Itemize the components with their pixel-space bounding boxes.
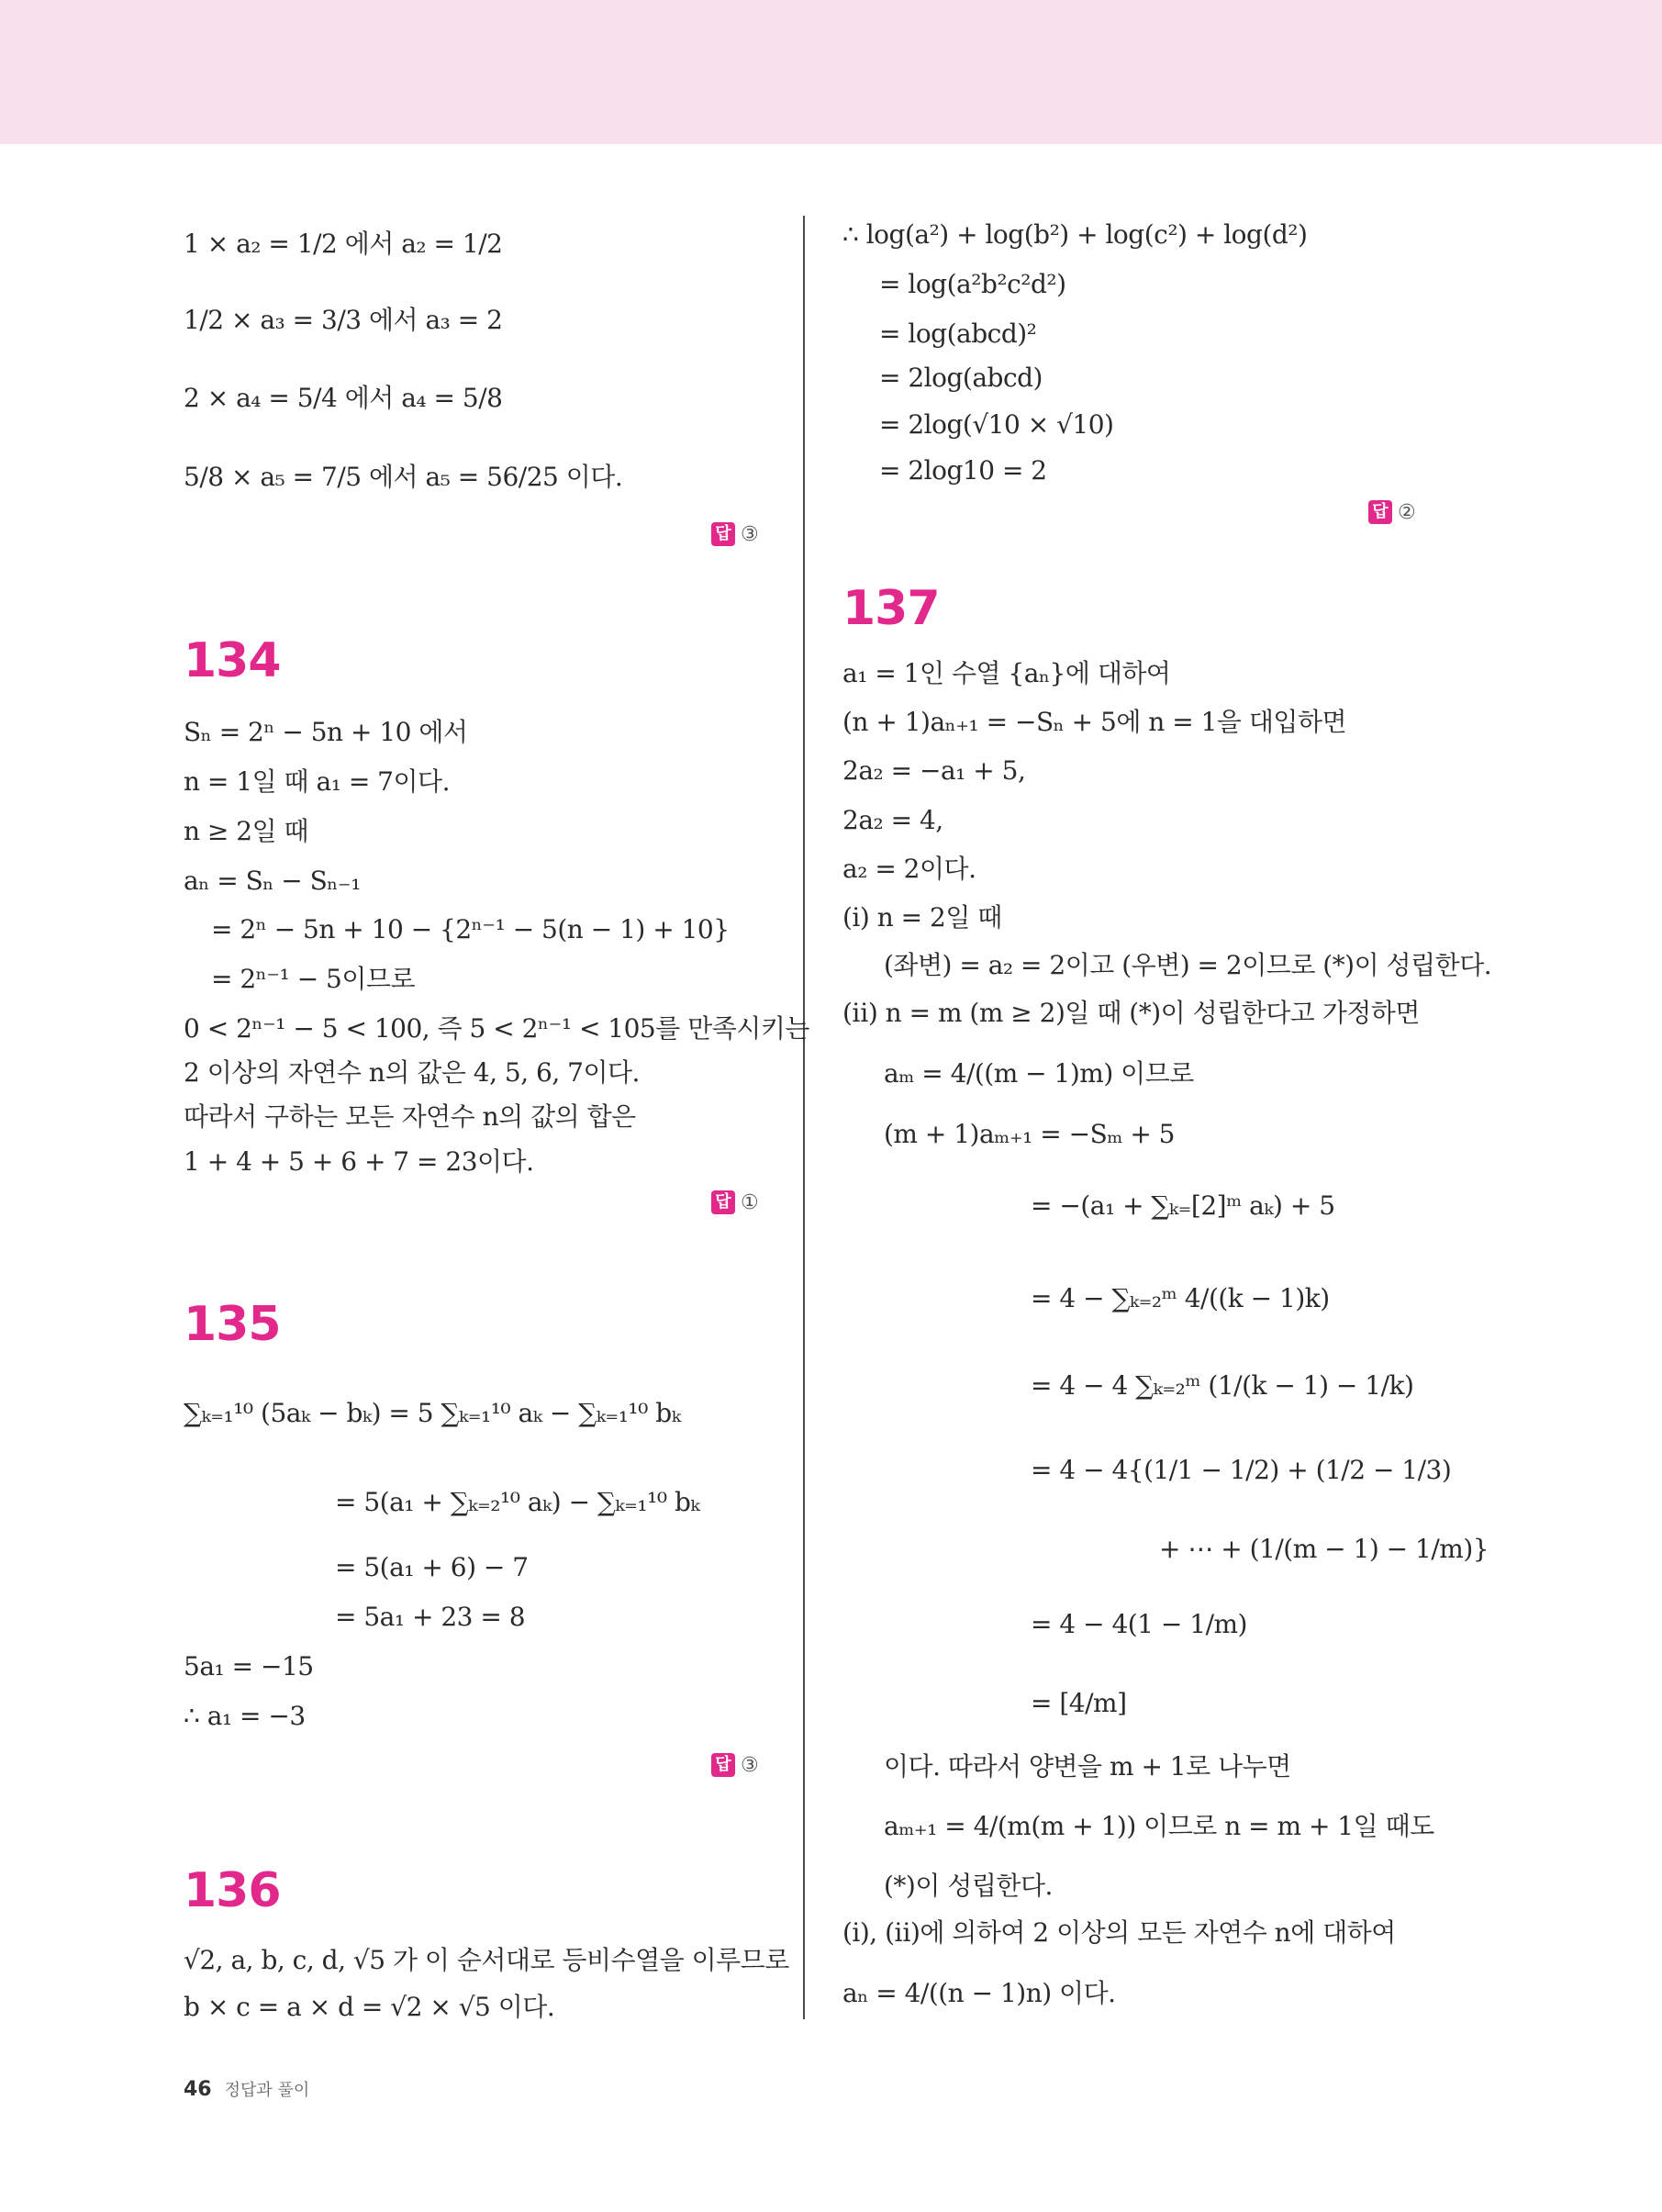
answer-badge-icon: 답 — [711, 1753, 735, 1777]
solution-line: 1 + 4 + 5 + 6 + 7 = 23이다. — [184, 1146, 534, 1177]
solution-line: = 5(a₁ + 6) − 7 — [335, 1552, 529, 1582]
solution-line: = 4 − 4{(1/1 − 1/2) + (1/2 − 1/3) — [1031, 1455, 1452, 1485]
solution-line: b × c = a × d = √2 × √5 이다. — [184, 1992, 555, 2022]
answer-mark: 답 ② — [1368, 500, 1416, 524]
problem-number: 134 — [184, 633, 281, 688]
answer-mark: 답 ③ — [711, 522, 759, 546]
solution-line: 1 × a₂ = 1/2 에서 a₂ = 1/2 — [184, 229, 503, 259]
footer-label: 정답과 풀이 — [224, 2081, 310, 2100]
solution-line: = 2ⁿ⁻¹ − 5이므로 — [211, 964, 416, 994]
solution-line: √2, a, b, c, d, √5 가 이 순서대로 등비수열을 이루므로 — [184, 1945, 789, 1975]
solution-line: aₘ = 4/((m − 1)m) 이므로 — [884, 1058, 1194, 1089]
solution-line: 2 이상의 자연수 n의 값은 4, 5, 6, 7이다. — [184, 1057, 640, 1088]
solution-line: = log(abcd)² — [879, 318, 1037, 349]
problem-number: 135 — [184, 1297, 281, 1352]
solution-line: ∴ log(a²) + log(b²) + log(c²) + log(d²) — [842, 219, 1308, 250]
solution-line: = 4 − 4(1 − 1/m) — [1031, 1609, 1247, 1639]
solution-line: n ≥ 2일 때 — [184, 816, 309, 846]
header-band — [0, 0, 1662, 144]
problem-number: 136 — [184, 1863, 281, 1918]
answer-badge-icon: 답 — [711, 1190, 735, 1214]
solution-line: a₂ = 2이다. — [842, 854, 976, 884]
solution-line: 이다. 따라서 양변을 m + 1로 나누면 — [884, 1751, 1291, 1782]
solution-line: (n + 1)aₙ₊₁ = −Sₙ + 5에 n = 1을 대입하면 — [842, 707, 1347, 737]
solution-line: aₙ = Sₙ − Sₙ₋₁ — [184, 866, 361, 896]
solution-line: 5/8 × a₅ = 7/5 에서 a₅ = 56/25 이다. — [184, 462, 623, 492]
solution-line: a₁ = 1인 수열 {aₙ}에 대하여 — [842, 658, 1171, 688]
solution-line: ∴ a₁ = −3 — [184, 1701, 306, 1731]
solution-line: aₙ = 4/((n − 1)n) 이다. — [842, 1978, 1116, 2008]
page-footer — [184, 2077, 309, 2101]
problem-number: 137 — [842, 581, 940, 636]
column-divider — [803, 216, 805, 2019]
solution-line: = 4 − 4 ∑ₖ₌₂ᵐ (1/(k − 1) − 1/k) — [1031, 1370, 1414, 1401]
solution-line: = 5a₁ + 23 = 8 — [335, 1602, 526, 1632]
solution-line: (ⅱ) n = m (m ≥ 2)일 때 (*)이 성립한다고 가정하면 — [842, 998, 1420, 1028]
solution-line: (m + 1)aₘ₊₁ = −Sₘ + 5 — [884, 1119, 1175, 1149]
solution-line: 1/2 × a₃ = 3/3 에서 a₃ = 2 — [184, 305, 503, 335]
solution-line: 2 × a₄ = 5/4 에서 a₄ = 5/8 — [184, 383, 503, 413]
solution-line: (ⅰ) n = 2일 때 — [842, 902, 1002, 933]
solution-line: 2a₂ = −a₁ + 5, — [842, 755, 1026, 786]
solution-line: Sₙ = 2ⁿ − 5n + 10 에서 — [184, 717, 468, 747]
solution-line: = 2log10 = 2 — [879, 455, 1047, 486]
solution-line: 0 < 2ⁿ⁻¹ − 5 < 100, 즉 5 < 2ⁿ⁻¹ < 105를 만족시키는 — [184, 1013, 809, 1044]
solution-line: ∑ₖ₌₁¹⁰ (5aₖ − bₖ) = 5 ∑ₖ₌₁¹⁰ aₖ − ∑ₖ₌₁¹⁰ bₖ — [184, 1398, 681, 1428]
solution-line: (ⅰ), (ⅱ)에 의하여 2 이상의 모든 자연수 n에 대하여 — [842, 1917, 1396, 1948]
answer-mark: 답 ③ — [711, 1753, 759, 1777]
answer-mark: 답 ① — [711, 1190, 759, 1214]
solution-line: = 2log(√10 × √10) — [879, 409, 1114, 440]
solution-line: = 5(a₁ + ∑ₖ₌₂¹⁰ aₖ) − ∑ₖ₌₁¹⁰ bₖ — [335, 1487, 700, 1517]
answer-badge-icon: 답 — [711, 522, 735, 546]
solution-line: = −(a₁ + ∑ₖ₌[2]ᵐ aₖ) + 5 — [1031, 1190, 1335, 1221]
solution-line: (*)이 성립한다. — [884, 1871, 1053, 1901]
solution-line: aₘ₊₁ = 4/(m(m + 1)) 이므로 n = m + 1일 때도 — [884, 1811, 1434, 1841]
solution-line: = log(a²b²c²d²) — [879, 269, 1066, 299]
solution-line: n = 1일 때 a₁ = 7이다. — [184, 766, 450, 797]
solution-line: = 2log(abcd) — [879, 363, 1043, 393]
solution-line: 따라서 구하는 모든 자연수 n의 값의 합은 — [184, 1101, 636, 1132]
solution-line: 5a₁ = −15 — [184, 1651, 314, 1681]
solution-line: = [4/m] — [1031, 1688, 1127, 1718]
solution-line: = 2ⁿ − 5n + 10 − {2ⁿ⁻¹ − 5(n − 1) + 10} — [211, 914, 730, 944]
answer-badge-icon: 답 — [1368, 500, 1392, 524]
solution-line: + ⋯ + (1/(m − 1) − 1/m)} — [1159, 1534, 1489, 1564]
solution-line: 2a₂ = 4, — [842, 805, 943, 835]
solution-line: (좌변) = a₂ = 2이고 (우변) = 2이므로 (*)이 성립한다. — [884, 950, 1492, 980]
page-number: 46 — [184, 2078, 212, 2101]
solution-line: = 4 − ∑ₖ₌₂ᵐ 4/((k − 1)k) — [1031, 1283, 1330, 1313]
